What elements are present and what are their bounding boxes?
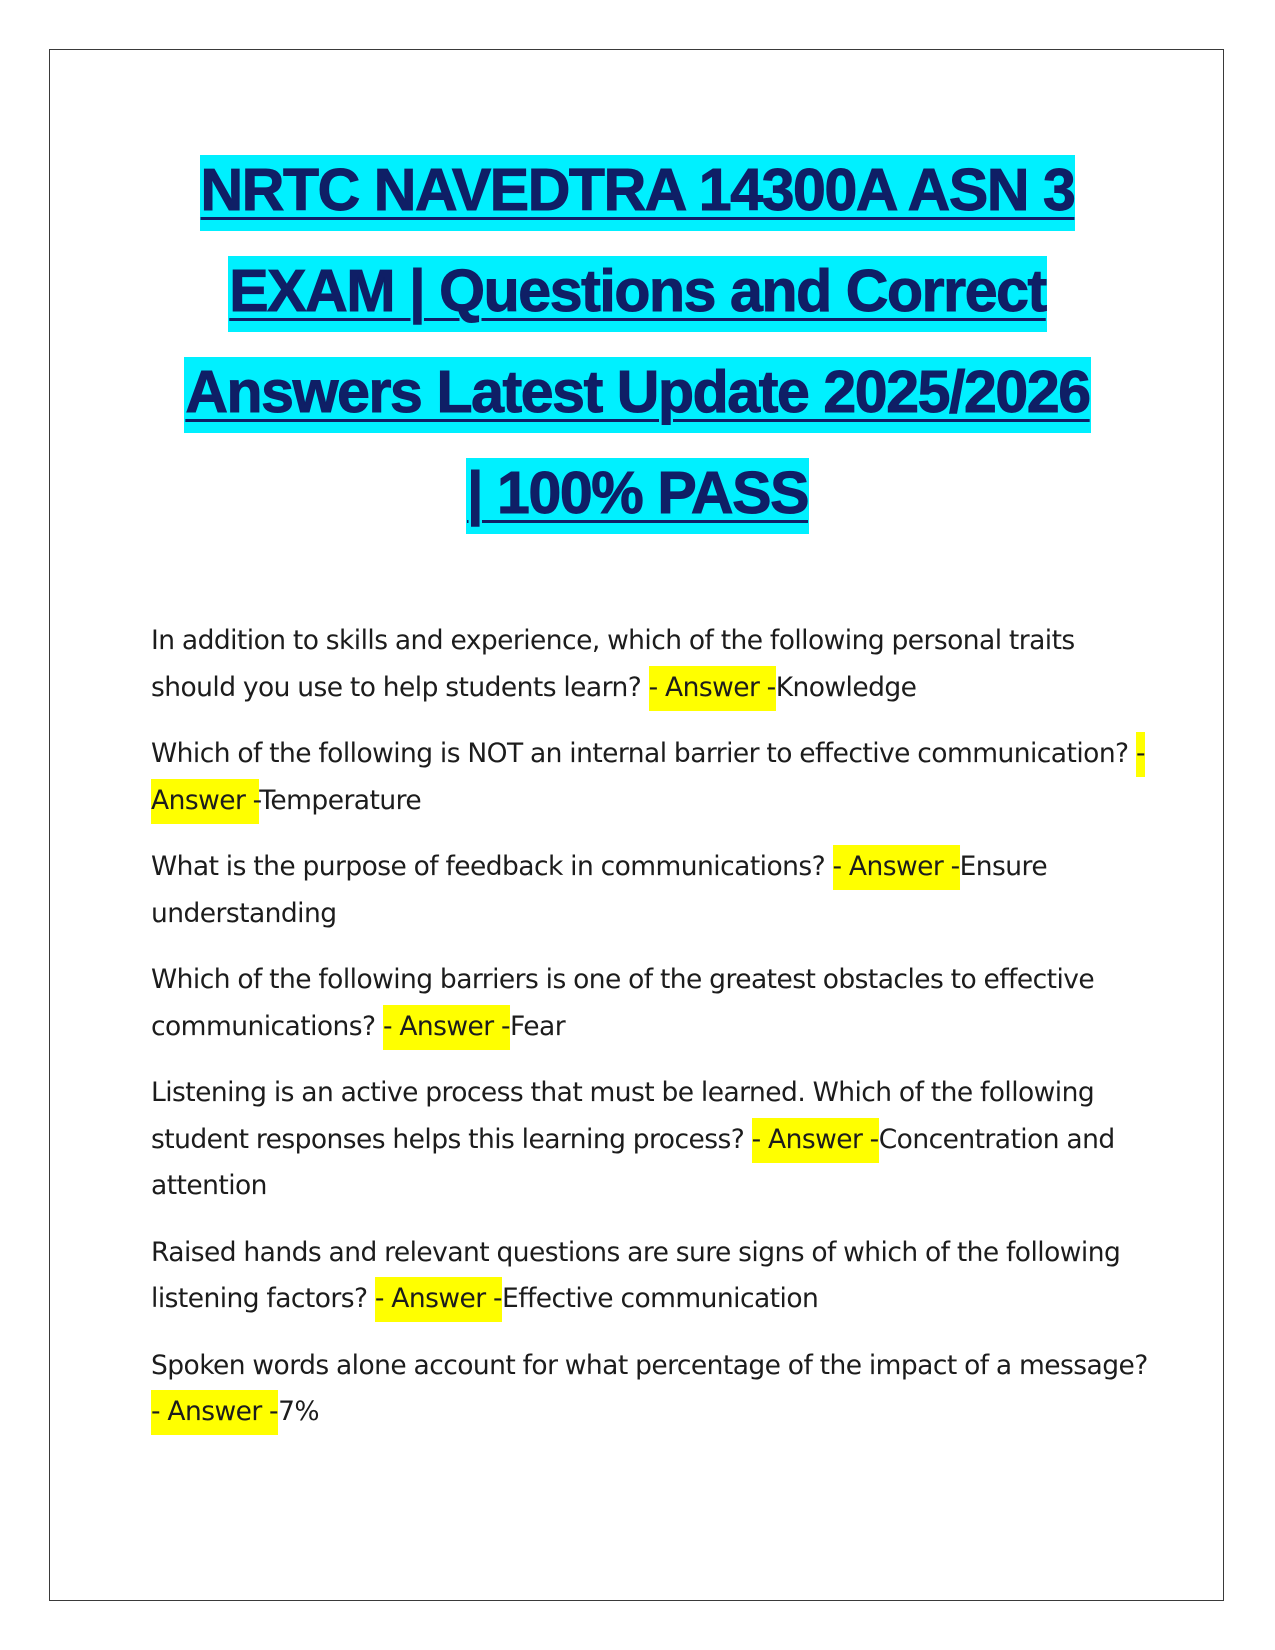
title-text: NRTC NAVEDTRA 14300A ASN 3	[200, 155, 1076, 231]
answer-label: - Answer -	[151, 1390, 278, 1435]
question-text: What is the purpose of feedback in communications?	[151, 851, 826, 882]
title-line-3	[60, 342, 1215, 443]
question-text: Spoken words alone account for what percentage of the impact of a message?	[151, 1349, 1148, 1381]
qa-item	[151, 1070, 1151, 1210]
answer-label: - Answer -	[833, 845, 960, 890]
qa-item	[151, 957, 1151, 1050]
answer-text: Fear	[510, 1010, 566, 1042]
qa-item	[151, 844, 1151, 937]
question-text: Which of the following is NOT an internal barrier to effective communication?	[151, 738, 1129, 769]
question-text: Raised hands and relevant questions are sure signs of which of the following listening factors?	[151, 1236, 1121, 1314]
title-text: EXAM | Questions and Correct	[228, 256, 1047, 332]
qa-item	[151, 731, 1151, 824]
question-text: In addition to skills and experience, which of the following personal traits should you use to help students learn?	[151, 625, 1075, 703]
answer-text: Temperature	[259, 784, 422, 816]
answer-label: - Answer -	[151, 732, 1145, 824]
answer-label: - Answer -	[383, 1005, 510, 1050]
qa-item	[151, 618, 1151, 711]
title-line-1	[60, 140, 1215, 241]
answer-text: Concentration and attention	[151, 1123, 1115, 1201]
question-text: Listening is an active process that must be learned. Which of the following student responses helps this learning process?	[151, 1077, 1095, 1155]
qa-list	[151, 618, 1151, 1456]
answer-label: - Answer -	[752, 1118, 879, 1163]
answer-label: - Answer -	[375, 1277, 502, 1322]
answer-label: - Answer -	[649, 666, 776, 711]
answer-text: 7%	[278, 1396, 320, 1427]
answer-text: Effective communication	[502, 1283, 819, 1314]
title-text: | 100% PASS	[466, 458, 809, 534]
answer-text: Knowledge	[775, 671, 917, 703]
title-text: Answers Latest Update 2025/2026	[184, 357, 1090, 433]
qa-item	[151, 1230, 1151, 1323]
title-line-2	[60, 241, 1215, 342]
question-text: Which of the following barriers is one of the greatest obstacles to effective communications?	[151, 964, 1095, 1042]
answer-text: Ensure understanding	[151, 851, 1048, 929]
qa-item	[151, 1343, 1151, 1436]
document-title	[60, 140, 1215, 544]
title-line-4	[60, 443, 1215, 544]
